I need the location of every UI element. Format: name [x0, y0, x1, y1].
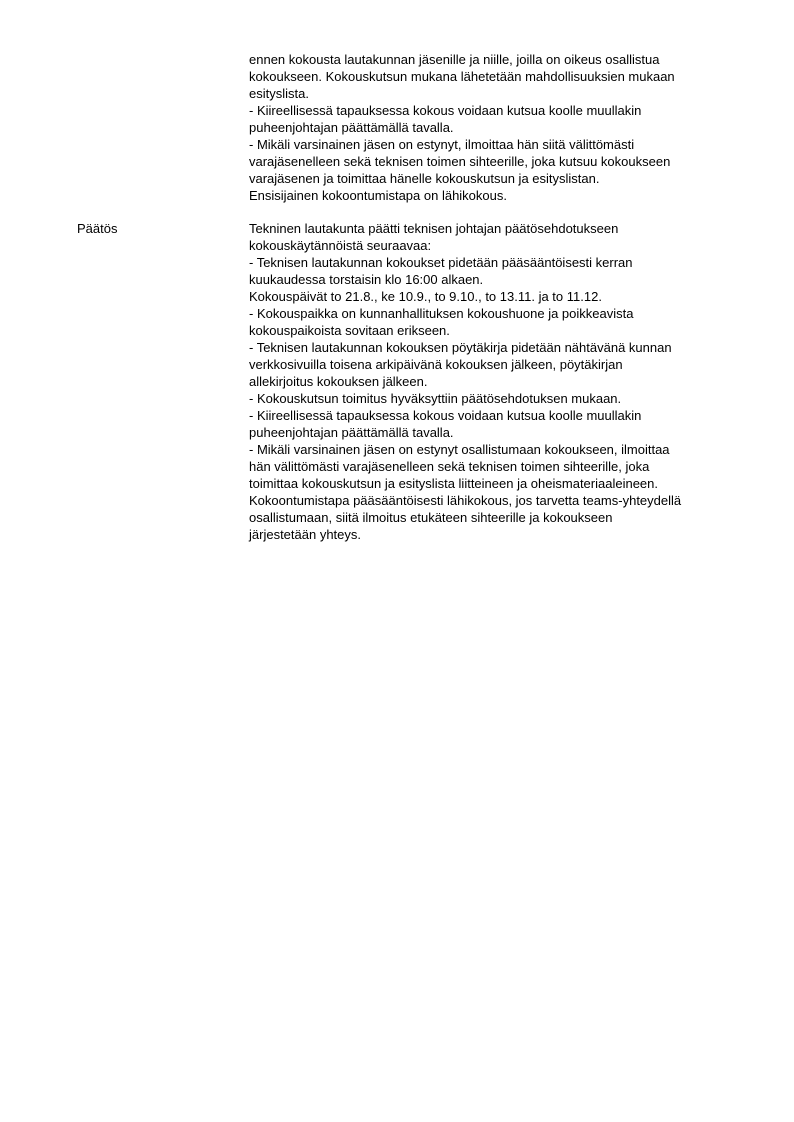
- text-line: - Teknisen lautakunnan kokoukset pidetään pääsääntöisesti kerran: [249, 255, 633, 270]
- text-line: Kokoontumistapa pääsääntöisesti lähikokous, jos tarvetta teams-yhteydellä: [249, 493, 682, 508]
- text-line: varajäsenelleen sekä teknisen toimen sihteerille, joka kutsuu kokoukseen: [249, 154, 671, 169]
- text-line: järjestetään yhteys.: [249, 527, 362, 542]
- text-line: allekirjoitus kokouksen jälkeen.: [249, 374, 428, 389]
- text-line: ennen kokousta lautakunnan jäsenille ja niille, joilla on oikeus osallistua: [249, 52, 660, 67]
- text-line: esityslista.: [249, 86, 309, 101]
- text-line: Ensisijainen kokoontumistapa on lähikokous.: [249, 188, 507, 203]
- text-line: - Mikäli varsinainen jäsen on estynyt, ilmoittaa hän siitä välittömästi: [249, 137, 635, 152]
- text-line: Kokouspäivät to 21.8., ke 10.9., to 9.10., to 13.11. ja to 11.12.: [249, 289, 602, 304]
- text-line: hän välittömästi varajäsenelleen sekä teknisen toimen sihteerille, joka: [249, 459, 650, 474]
- text-line: kokouskäytännöistä seuraavaa:: [249, 238, 432, 253]
- text-line: kokouspaikoista sovitaan erikseen.: [249, 323, 450, 338]
- text-line: - Kiireellisessä tapauksessa kokous voidaan kutsua koolle muullakin: [249, 103, 642, 118]
- text-line: - Kokouskutsun toimitus hyväksyttiin päätösehdotuksen mukaan.: [249, 391, 622, 406]
- text-line: osallistumaan, siitä ilmoitus etukäteen sihteerille ja kokoukseen: [249, 510, 613, 525]
- text-line: kuukaudessa torstaisin klo 16:00 alkaen.: [249, 272, 484, 287]
- text-line: puheenjohtajan päättämällä tavalla.: [249, 120, 454, 135]
- decision-label: Päätös: [77, 221, 118, 236]
- text-line: kokoukseen. Kokouskutsun mukana lähetetään mahdollisuuksien mukaan: [249, 69, 675, 84]
- text-line: puheenjohtajan päättämällä tavalla.: [249, 425, 454, 440]
- text-line: - Kiireellisessä tapauksessa kokous voidaan kutsua koolle muullakin: [249, 408, 642, 423]
- text-line: Tekninen lautakunta päätti teknisen johtajan päätösehdotukseen: [249, 221, 619, 236]
- text-line: - Mikäli varsinainen jäsen on estynyt osallistumaan kokoukseen, ilmoittaa: [249, 442, 670, 457]
- text-line: verkkosivuilla toisena arkipäivänä kokouksen jälkeen, pöytäkirjan: [249, 357, 623, 372]
- text-line: toimittaa kokouskutsun ja esityslista liitteineen ja oheismateriaaleineen.: [249, 476, 658, 491]
- text-line: varajäsenen ja toimittaa hänelle kokouskutsun ja esityslistan.: [249, 171, 600, 186]
- text-line: - Teknisen lautakunnan kokouksen pöytäkirja pidetään nähtävänä kunnan: [249, 340, 672, 355]
- text-line: - Kokouspaikka on kunnanhallituksen kokoushuone ja poikkeavista: [249, 306, 634, 321]
